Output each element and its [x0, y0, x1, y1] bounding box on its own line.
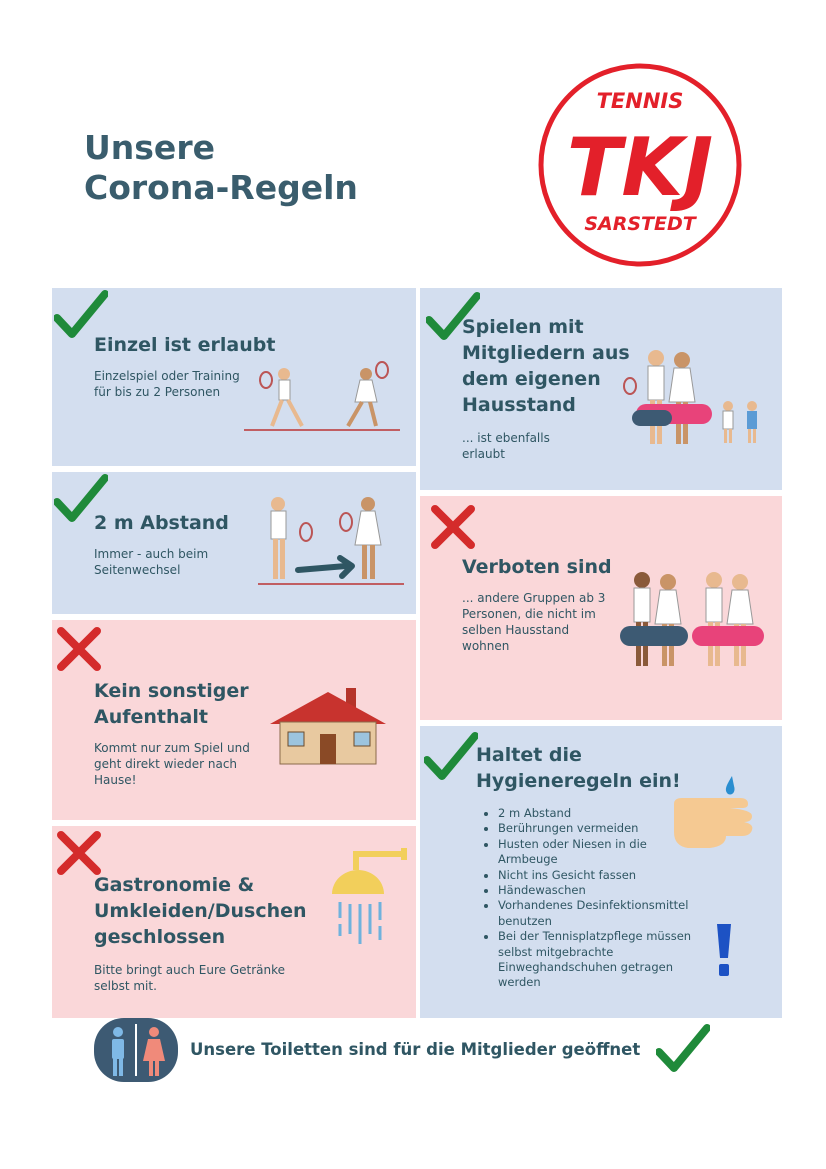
panel-heading: Gastronomie & Umkleiden/Duschen geschlossen	[94, 874, 307, 948]
svg-text:TENNIS: TENNIS	[596, 89, 684, 113]
panel-einzel	[52, 288, 416, 466]
panel-text: Einzelspiel oder Training für bis zu 2 Personen	[94, 369, 240, 399]
title-line-1: Unsere	[84, 128, 215, 167]
panel-text: ... ist ebenfalls erlaubt	[462, 431, 550, 461]
exclamation-icon	[714, 922, 734, 978]
house-icon	[270, 684, 386, 766]
panel-verboten	[420, 496, 782, 720]
cross-icon	[430, 504, 476, 550]
hygiene-rule-item: • 2 m Abstand	[498, 806, 710, 821]
panel-abstand	[52, 472, 416, 614]
panel-heading: Einzel ist erlaubt	[94, 334, 276, 356]
hygiene-rule-item: • Berührungen vermeiden	[498, 821, 710, 836]
hygiene-rule-item: • Nicht ins Gesicht fassen	[498, 868, 710, 883]
panel-text: Kommt nur zum Spiel und geht direkt wieder nach Hause!	[94, 741, 250, 787]
svg-text:TKJ: TKJ	[566, 121, 714, 214]
two-players-illustration	[244, 360, 404, 434]
cross-icon	[56, 830, 102, 876]
check-icon	[424, 732, 478, 782]
svg-text:SARSTEDT: SARSTEDT	[584, 213, 696, 235]
title-line-2: Corona-Regeln	[84, 168, 358, 207]
panel-heading: Spielen mit Mitgliedern aus dem eigenen Hausstand	[462, 316, 630, 416]
page-title	[84, 128, 358, 208]
hygiene-rules-list	[484, 806, 710, 991]
check-icon	[656, 1024, 710, 1074]
toilet-icon	[94, 1018, 178, 1082]
footer-text: Unsere Toiletten sind für die Mitglieder geöffnet	[190, 1040, 641, 1059]
panel-heading: Kein sonstiger Aufenthalt	[94, 680, 249, 728]
hygiene-rule-item: • Bei der Tennisplatzpflege müssen selbst mitgebrachte Einweghandschuhen getragen werden	[498, 929, 710, 991]
panel-text: Bitte bringt auch Eure Getränke selbst mit.	[94, 963, 286, 993]
hygiene-rule-item: • Händewaschen	[498, 883, 710, 898]
cross-icon	[56, 626, 102, 672]
panel-aufenthalt	[52, 620, 416, 820]
hygiene-rule-item: • Vorhandenes Desinfektionsmittel benutzen	[498, 898, 710, 929]
tkj-tennis-logo	[537, 62, 743, 268]
panel-text: Immer - auch beim Seitenwechsel	[94, 547, 209, 577]
shower-icon	[328, 844, 412, 956]
panel-gastro	[52, 826, 416, 1018]
panel-heading: Verboten sind	[462, 556, 612, 578]
group-players-illustration	[618, 570, 768, 674]
panel-heading: 2 m Abstand	[94, 512, 229, 534]
panel-hausstand	[420, 288, 782, 490]
panel-heading: Haltet die Hygieneregeln ein!	[476, 744, 681, 792]
hygiene-rule-item: • Husten oder Niesen in die Armbeuge	[498, 837, 710, 868]
panel-text: ... andere Gruppen ab 3 Personen, die nicht im selben Hausstand wohnen	[462, 591, 606, 653]
distance-players-illustration	[258, 492, 406, 588]
family-players-illustration	[622, 348, 770, 450]
